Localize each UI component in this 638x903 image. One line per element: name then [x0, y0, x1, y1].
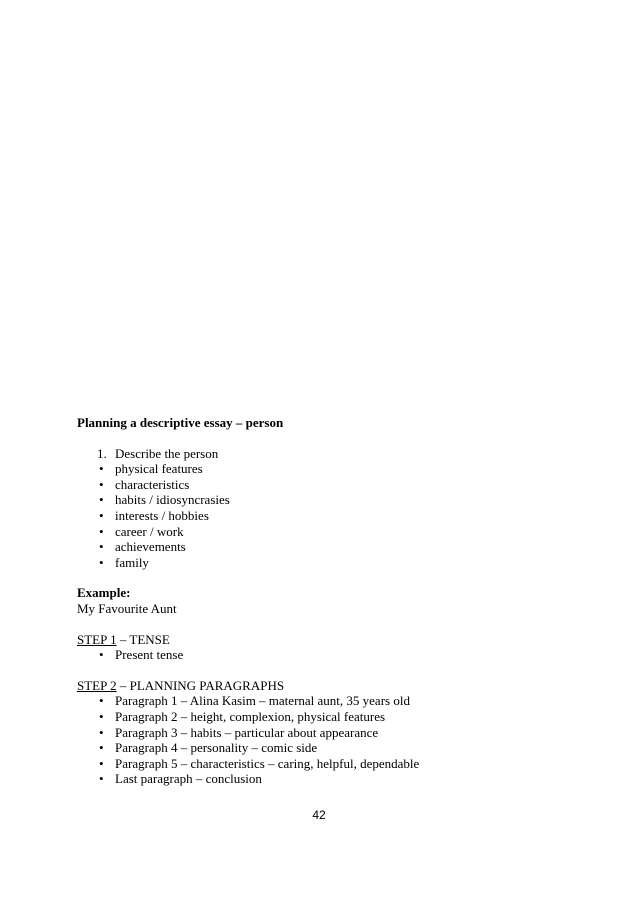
page-content: [77, 415, 577, 787]
list-item: • career / work: [99, 523, 184, 539]
bullet-icon: •: [99, 755, 104, 771]
step2-rest: – PLANNING PARAGRAPHS: [116, 677, 285, 693]
bullet-icon: •: [99, 724, 104, 740]
bullet-icon: •: [99, 740, 104, 756]
list-item: • characteristics: [99, 476, 190, 492]
list-item: • family: [99, 554, 149, 570]
bullet-icon: •: [99, 523, 104, 539]
bullet-icon: •: [99, 647, 104, 663]
bullet-icon: •: [99, 507, 104, 523]
bullet-icon: •: [99, 554, 104, 570]
step1-rest: – TENSE: [116, 631, 170, 647]
numbered-list: [77, 446, 577, 462]
step1-list: [77, 647, 577, 663]
example-title: My Favourite Aunt: [77, 600, 177, 616]
step1-label: STEP 1: [77, 631, 117, 647]
bullet-icon: •: [99, 492, 104, 508]
list-item: • habits / idiosyncrasies: [99, 492, 230, 508]
numbered-item-text: Describe the person: [115, 445, 219, 461]
list-item: • Paragraph 1 – Alina Kasim – maternal aunt, 35 years old: [99, 693, 410, 709]
bullet-icon: •: [99, 771, 104, 787]
list-number: 1.: [97, 445, 107, 461]
example-label: Example:: [77, 585, 131, 601]
list-item: • Last paragraph – conclusion: [99, 771, 262, 787]
list-item: • interests / hobbies: [99, 507, 209, 523]
list-item: • Present tense: [99, 647, 184, 663]
step1-heading: [77, 632, 577, 648]
bullet-icon: •: [99, 461, 104, 477]
step2-heading: [77, 678, 577, 694]
list-item: • Paragraph 2 – height, complexion, physical features: [99, 708, 386, 724]
list-item: • Paragraph 5 – characteristics – caring, helpful, dependable: [99, 755, 420, 771]
bullet-icon: •: [99, 693, 104, 709]
section-title: Planning a descriptive essay – person: [77, 415, 284, 430]
list-item: • Paragraph 3 – habits – particular about appearance: [99, 724, 379, 740]
step2-label: STEP 2: [77, 677, 117, 693]
bullet-icon: •: [99, 539, 104, 555]
list-item: • Paragraph 4 – personality – comic side: [99, 740, 318, 756]
list-item: • achievements: [99, 539, 186, 555]
numbered-item: [77, 446, 577, 462]
step2-list: [77, 693, 577, 787]
bullet-icon: •: [99, 708, 104, 724]
page-number: 42: [312, 808, 326, 822]
list-item: • physical features: [99, 461, 203, 477]
person-aspects-list: [77, 461, 577, 570]
bullet-icon: •: [99, 476, 104, 492]
